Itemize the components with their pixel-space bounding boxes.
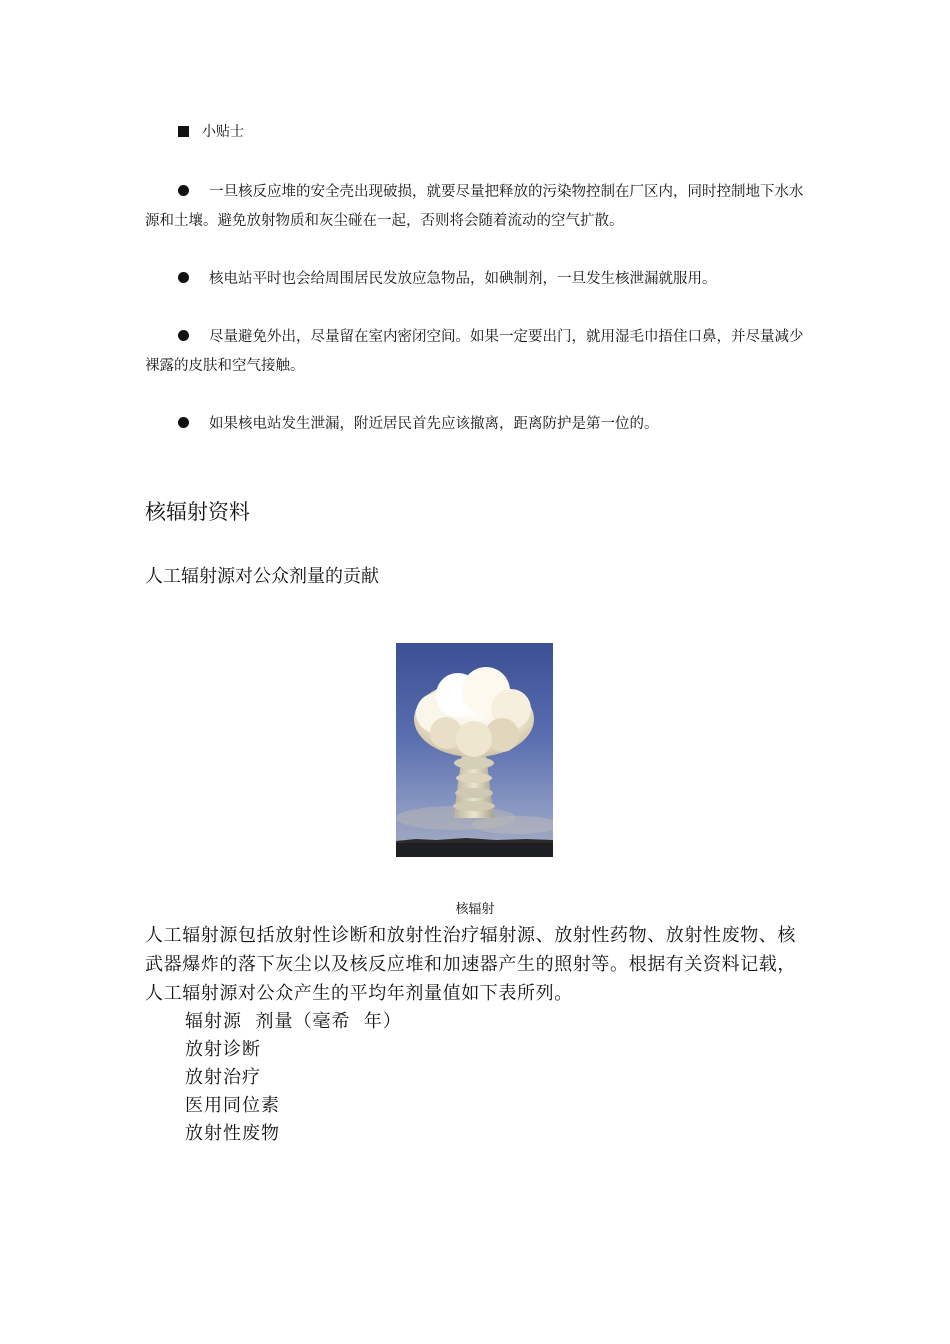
- tips-heading-text: 小贴士: [202, 124, 244, 140]
- tip-text: 核电站平时也会给周围居民发放应急物品，如碘制剂，一旦发生核泄漏就服用。: [209, 271, 717, 287]
- body-paragraph: 人工辐射源包括放射性诊断和放射性治疗辐射源、放射性药物、放射性废物、核武器爆炸的落下灰尘以及核反应堆和加速器产生的照射等。根据有关资料记载，人工辐射源对公众产生的平均年剂量值如下表所列。: [145, 925, 796, 1004]
- table-row: 医用同位素: [185, 1095, 280, 1116]
- round-bullet-icon: [178, 417, 189, 428]
- tip-item: [145, 323, 810, 381]
- tip-text: 如果核电站发生泄漏，附近居民首先应该撤离，距离防护是第一位的。: [209, 416, 659, 432]
- tip-text: 尽量避免外出，尽量留在室内密闭空间。如果一定要出门，就用湿毛巾捂住口鼻，并尽量减少裸露的皮肤和空气接触。: [145, 329, 804, 374]
- tip-item: [145, 410, 810, 439]
- mushroom-cloud-photo: [396, 643, 553, 857]
- section-subtitle: 人工辐射源对公众剂量的贡献: [145, 566, 379, 587]
- figure-caption: 核辐射: [455, 902, 495, 917]
- table-row: 放射诊断: [185, 1039, 261, 1060]
- round-bullet-icon: [178, 272, 189, 283]
- table-header-line: 辐射源 剂量（毫希 年）: [185, 1011, 402, 1032]
- tips-heading: [178, 122, 244, 142]
- table-row: 放射性废物: [185, 1123, 280, 1144]
- tip-item: [145, 178, 810, 236]
- round-bullet-icon: [178, 330, 189, 341]
- round-bullet-icon: [178, 185, 189, 196]
- square-bullet-icon: [178, 126, 189, 137]
- table-row: 放射治疗: [185, 1067, 261, 1088]
- tip-text: 一旦核反应堆的安全壳出现破损，就要尽量把释放的污染物控制在厂区内，同时控制地下水水源和土壤。避免放射物质和灰尘碰在一起，否则将会随着流动的空气扩散。: [145, 184, 804, 229]
- section-title: 核辐射资料: [145, 500, 250, 524]
- tip-item: [145, 265, 810, 294]
